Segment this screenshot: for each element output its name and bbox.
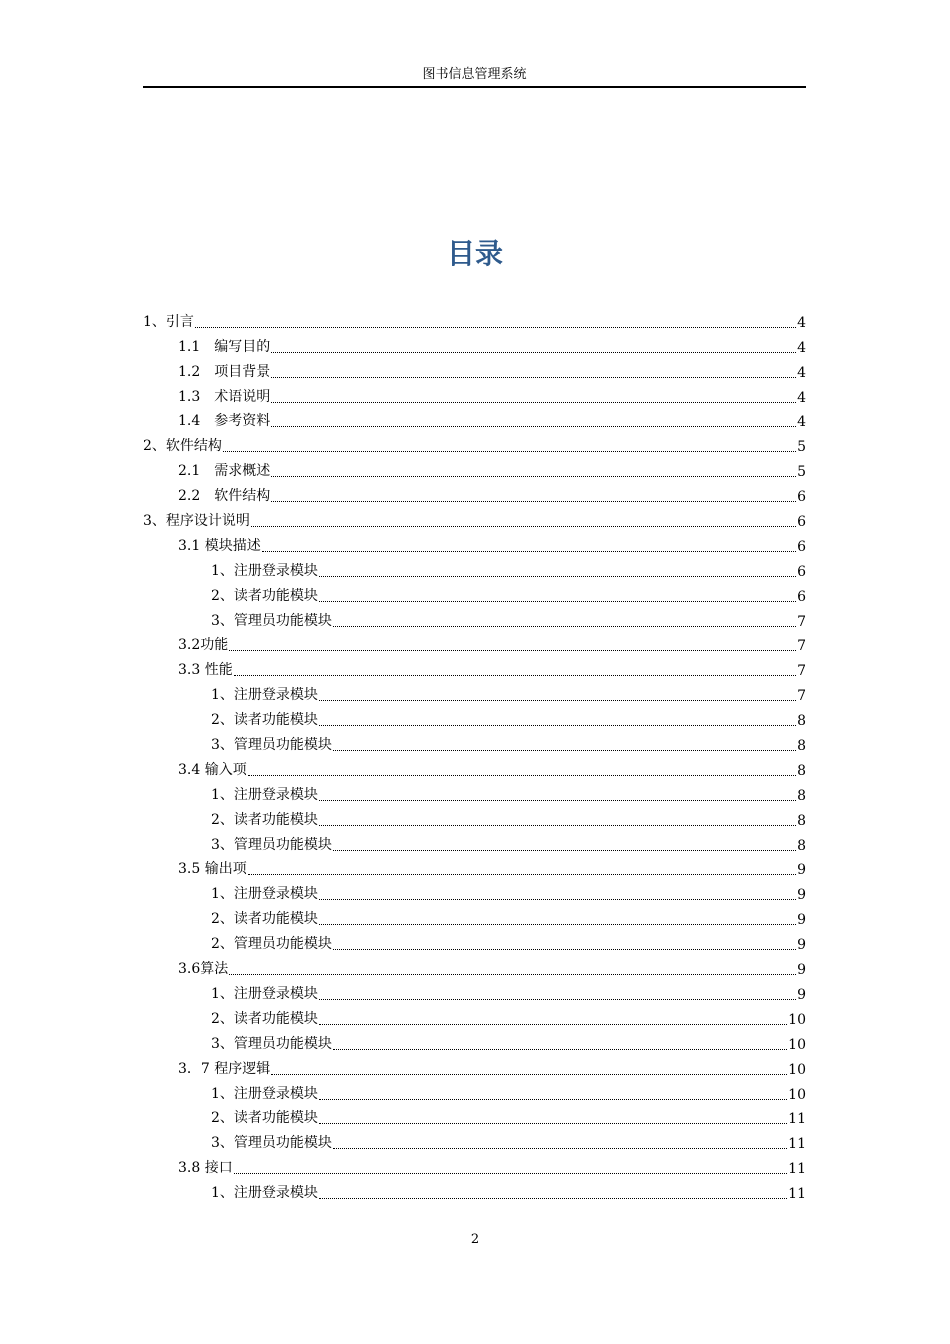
toc-leader-dots (223, 450, 796, 452)
toc-entry-label: 1、注册登录模块 (211, 886, 318, 903)
toc-entry-page: 10 (788, 1011, 806, 1028)
toc-leader-dots (333, 948, 796, 950)
toc-leader-dots (333, 749, 796, 751)
toc-entry[interactable] (143, 507, 806, 532)
toc-leader-dots (333, 625, 796, 627)
toc-entry[interactable] (143, 856, 806, 881)
toc-leader-dots (319, 699, 796, 701)
toc-entry[interactable] (143, 1179, 806, 1204)
toc-entry-label: 2、读者功能模块 (211, 1110, 318, 1127)
toc-entry-label: 1、注册登录模块 (211, 562, 318, 579)
toc-entry-label: 3.3 性能 (178, 662, 233, 679)
toc-entry-page: 6 (797, 514, 806, 531)
toc-entry-page: 7 (797, 638, 806, 655)
toc-entry-label: 2、读者功能模块 (211, 587, 318, 604)
toc-leader-dots (319, 1122, 787, 1124)
table-of-contents (143, 308, 806, 1204)
toc-entry-page: 8 (797, 787, 806, 804)
toc-entry-label: 1.4 参考资料 (178, 413, 271, 430)
toc-entry-label: 2、读者功能模块 (211, 811, 318, 828)
toc-entry[interactable] (143, 607, 806, 632)
toc-entry-label: 3.1 模块描述 (178, 537, 261, 554)
toc-leader-dots (229, 649, 796, 651)
toc-entry-label: 2、管理员功能模块 (211, 936, 332, 953)
toc-entry[interactable] (143, 408, 806, 433)
toc-entry-label: 3.8 接口 (178, 1160, 233, 1177)
toc-entry-label: 3、程序设计说明 (143, 513, 250, 530)
toc-entry-page: 8 (797, 812, 806, 829)
toc-entry-page: 5 (797, 464, 806, 481)
toc-entry[interactable] (143, 880, 806, 905)
toc-entry[interactable] (143, 731, 806, 756)
toc-leader-dots (333, 1147, 787, 1149)
toc-entry[interactable] (143, 756, 806, 781)
toc-leader-dots (248, 873, 796, 875)
toc-entry[interactable] (143, 1105, 806, 1130)
running-header: 图书信息管理系统 (143, 64, 806, 88)
toc-entry[interactable] (143, 681, 806, 706)
toc-entry[interactable] (143, 781, 806, 806)
toc-entry-page: 9 (797, 912, 806, 929)
toc-leader-dots (271, 475, 796, 477)
toc-leader-dots (271, 351, 796, 353)
toc-entry[interactable] (143, 383, 806, 408)
toc-entry-page: 5 (797, 439, 806, 456)
toc-entry-page: 11 (788, 1161, 806, 1178)
toc-entry[interactable] (143, 905, 806, 930)
toc-entry-label: 3、管理员功能模块 (211, 1135, 332, 1152)
toc-leader-dots (195, 326, 796, 328)
toc-entry[interactable] (143, 980, 806, 1005)
toc-leader-dots (262, 550, 796, 552)
toc-entry[interactable] (143, 1030, 806, 1055)
toc-entry-label: 3.4 输入项 (178, 761, 247, 778)
toc-entry-label: 1.1 编写目的 (178, 338, 271, 355)
toc-leader-dots (229, 973, 796, 975)
toc-entry-page: 6 (797, 588, 806, 605)
toc-entry-label: 3.2功能 (178, 637, 229, 654)
toc-entry-page: 4 (797, 364, 806, 381)
toc-leader-dots (319, 1098, 787, 1100)
toc-leader-dots (319, 1023, 787, 1025)
toc-entry-page: 8 (797, 762, 806, 779)
toc-entry-page: 4 (797, 414, 806, 431)
toc-entry[interactable] (143, 955, 806, 980)
toc-entry-label: 2、读者功能模块 (211, 712, 318, 729)
toc-leader-dots (251, 525, 796, 527)
toc-entry[interactable] (143, 930, 806, 955)
toc-entry-page: 4 (797, 314, 806, 331)
toc-entry-label: 1、注册登录模块 (211, 985, 318, 1002)
toc-entry-page: 7 (797, 663, 806, 680)
toc-entry-label: 1.3 术语说明 (178, 388, 271, 405)
toc-entry-page: 11 (788, 1136, 806, 1153)
toc-leader-dots (271, 1073, 787, 1075)
toc-leader-dots (234, 1172, 787, 1174)
toc-entry-page: 6 (797, 538, 806, 555)
toc-entry[interactable] (143, 582, 806, 607)
toc-leader-dots (319, 799, 796, 801)
toc-entry-label: 3、管理员功能模块 (211, 1035, 332, 1052)
toc-entry-label: 3、管理员功能模块 (211, 612, 332, 629)
toc-entry-label: 3.6算法 (178, 961, 229, 978)
toc-leader-dots (319, 824, 796, 826)
toc-leader-dots (271, 425, 796, 427)
toc-entry[interactable] (143, 482, 806, 507)
toc-entry-page: 4 (797, 339, 806, 356)
toc-entry[interactable] (143, 1005, 806, 1030)
toc-entry-label: 3、管理员功能模块 (211, 836, 332, 853)
toc-leader-dots (319, 724, 796, 726)
toc-leader-dots (319, 1197, 787, 1199)
toc-entry-page: 10 (788, 1036, 806, 1053)
toc-entry-page: 10 (788, 1061, 806, 1078)
toc-leader-dots (333, 1048, 787, 1050)
toc-leader-dots (248, 774, 796, 776)
toc-entry-label: 1、注册登录模块 (211, 1085, 318, 1102)
toc-entry-page: 9 (797, 937, 806, 954)
toc-entry-page: 7 (797, 688, 806, 705)
toc-leader-dots (271, 401, 796, 403)
toc-title: 目录 (446, 237, 503, 270)
toc-entry-label: 1、注册登录模块 (211, 1185, 318, 1202)
toc-leader-dots (333, 849, 796, 851)
toc-entry-label: 3．7 程序逻辑 (178, 1060, 271, 1077)
toc-entry-label: 2、读者功能模块 (211, 911, 318, 928)
toc-entry-page: 11 (788, 1186, 806, 1203)
toc-leader-dots (271, 500, 796, 502)
toc-entry[interactable] (143, 308, 806, 333)
toc-entry-page: 11 (788, 1111, 806, 1128)
toc-entry[interactable] (143, 333, 806, 358)
toc-entry-label: 1、注册登录模块 (211, 786, 318, 803)
toc-entry[interactable] (143, 557, 806, 582)
toc-leader-dots (319, 923, 796, 925)
toc-entry-label: 1.2 项目背景 (178, 363, 271, 380)
toc-entry[interactable] (143, 358, 806, 383)
toc-entry[interactable] (143, 831, 806, 856)
toc-entry-label: 1、引言 (143, 313, 194, 330)
toc-entry-label: 2、软件结构 (143, 438, 222, 455)
toc-entry[interactable] (143, 1080, 806, 1105)
toc-entry-page: 9 (797, 986, 806, 1003)
toc-entry[interactable] (143, 656, 806, 681)
toc-entry-label: 2.2 软件结构 (178, 488, 271, 505)
toc-entry-page: 4 (797, 389, 806, 406)
toc-entry-label: 1、注册登录模块 (211, 687, 318, 704)
toc-entry-page: 8 (797, 738, 806, 755)
page-number: 2 (470, 1232, 480, 1247)
toc-entry[interactable] (143, 806, 806, 831)
toc-entry-page: 9 (797, 887, 806, 904)
toc-leader-dots (234, 674, 796, 676)
toc-entry-label: 2.1 需求概述 (178, 463, 271, 480)
toc-leader-dots (319, 600, 796, 602)
toc-entry[interactable] (143, 1129, 806, 1154)
toc-entry[interactable] (143, 457, 806, 482)
toc-entry-page: 9 (797, 862, 806, 879)
toc-entry[interactable] (143, 1055, 806, 1080)
toc-leader-dots (319, 575, 796, 577)
toc-entry-page: 6 (797, 563, 806, 580)
toc-entry-page: 6 (797, 489, 806, 506)
toc-entry[interactable] (143, 632, 806, 657)
toc-entry-page: 10 (788, 1086, 806, 1103)
toc-entry-page: 7 (797, 613, 806, 630)
toc-leader-dots (271, 376, 796, 378)
toc-entry-label: 2、读者功能模块 (211, 1010, 318, 1027)
toc-leader-dots (319, 898, 796, 900)
toc-leader-dots (319, 998, 796, 1000)
toc-entry-page: 8 (797, 837, 806, 854)
toc-entry[interactable] (143, 706, 806, 731)
toc-entry[interactable] (143, 1154, 806, 1179)
toc-entry-label: 3、管理员功能模块 (211, 737, 332, 754)
toc-entry[interactable] (143, 532, 806, 557)
toc-entry-page: 8 (797, 713, 806, 730)
toc-entry-label: 3.5 输出项 (178, 861, 247, 878)
toc-entry-page: 9 (797, 962, 806, 979)
toc-entry[interactable] (143, 432, 806, 457)
